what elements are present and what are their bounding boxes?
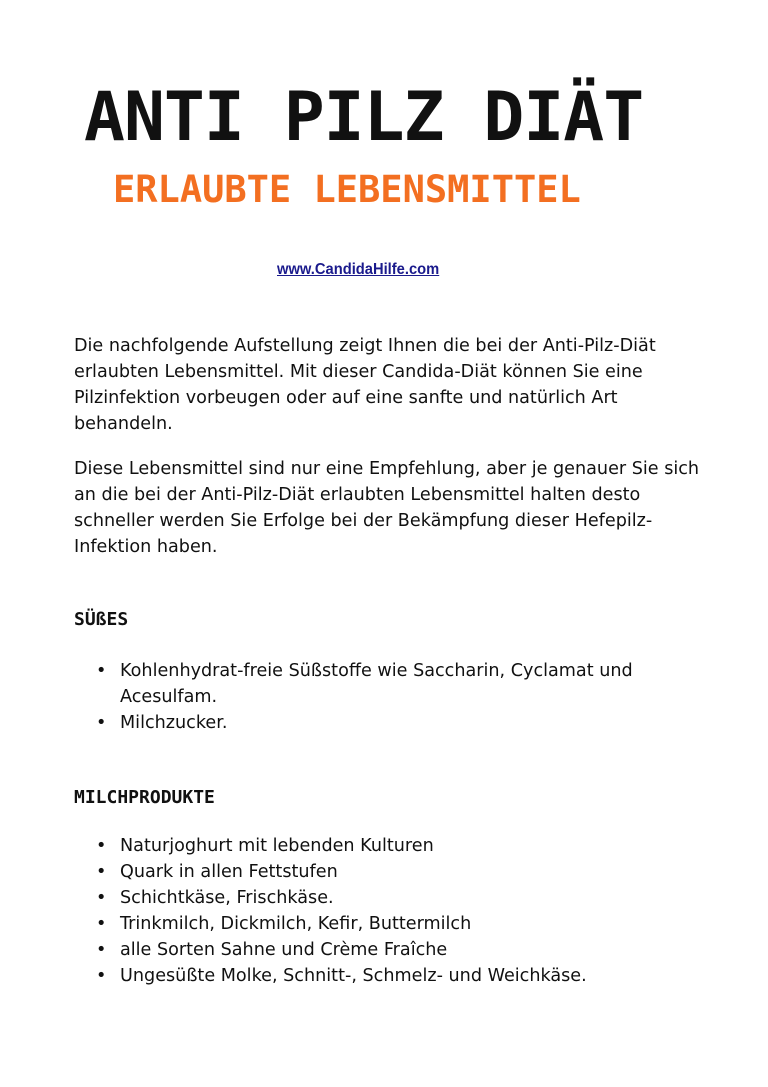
bullet-icon: • bbox=[96, 661, 107, 681]
list-item bbox=[96, 937, 716, 963]
list-item bbox=[96, 710, 716, 736]
list-suesses bbox=[96, 658, 716, 736]
list-item bbox=[96, 963, 716, 989]
website-link[interactable]: www.CandidaHilfe.com bbox=[277, 261, 440, 278]
bullet-icon: • bbox=[96, 862, 107, 882]
list-item bbox=[96, 911, 716, 937]
list-milchprodukte bbox=[96, 833, 716, 989]
intro-paragraph-2: Diese Lebensmittel sind nur eine Empfehlung, aber je genauer Sie sich an die bei der Anti-Pilz-Diät erlaubten Lebensmittel halten desto schneller werden Sie Erfolge bei der Bekämpfung dieser Hefepilz-Infektion haben. bbox=[74, 459, 700, 557]
bullet-icon: • bbox=[96, 940, 107, 960]
bullet-icon: • bbox=[96, 888, 107, 908]
list-item-text: Schichtkäse, Frischkäse. bbox=[120, 888, 334, 908]
list-item bbox=[96, 885, 716, 911]
bullet-icon: • bbox=[96, 914, 107, 934]
bullet-icon: • bbox=[96, 713, 107, 733]
list-item-text: Trinkmilch, Dickmilch, Kefir, Buttermilch bbox=[120, 914, 472, 934]
list-item-text: Naturjoghurt mit lebenden Kulturen bbox=[120, 836, 434, 856]
list-item-text: Quark in allen Fettstufen bbox=[120, 862, 338, 882]
list-item-text: alle Sorten Sahne und Crème Fraîche bbox=[120, 940, 448, 960]
list-item-text: Milchzucker. bbox=[120, 713, 228, 733]
list-item-text: Kohlenhydrat-freie Süßstoffe wie Saccharin, Cyclamat und Acesulfam. bbox=[120, 661, 633, 707]
list-item-text: Ungesüßte Molke, Schnitt-, Schmelz- und Weichkäse. bbox=[120, 966, 587, 986]
list-item bbox=[96, 833, 716, 859]
document-subtitle: ERLAUBTE LEBENSMITTEL bbox=[113, 168, 581, 211]
bullet-icon: • bbox=[96, 966, 107, 986]
list-item bbox=[96, 859, 716, 885]
section-heading-milchprodukte: MILCHPRODUKTE bbox=[74, 787, 215, 808]
intro-paragraph-1: Die nachfolgende Aufstellung zeigt Ihnen die bei der Anti-Pilz-Diät erlaubten Lebensmittel. Mit dieser Candida-Diät können Sie eine Pilzinfektion vorbeugen oder auf eine sanfte und natürlich Art behandeln. bbox=[74, 336, 656, 434]
section-heading-suesses: SÜßES bbox=[74, 609, 129, 630]
bullet-icon: • bbox=[96, 836, 107, 856]
list-item bbox=[96, 658, 716, 710]
document-title: ANTI PILZ DIÄT bbox=[84, 78, 644, 157]
